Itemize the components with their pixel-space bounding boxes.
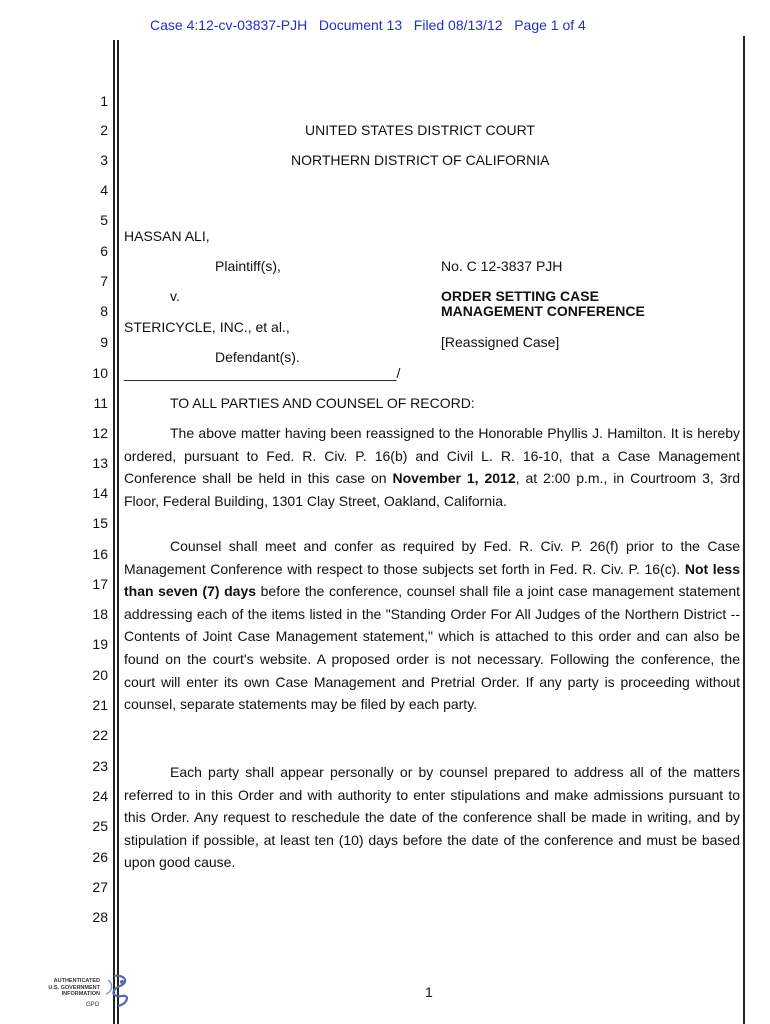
line-number: 9 [100, 334, 108, 350]
paragraph-1-text-b: , at 2:00 p.m., in Courtroom 3, 3rd Floor, Federal Building, 1301 Clay Street, Oakland, California. [124, 470, 740, 509]
versus: v. [170, 288, 180, 304]
line-number: 6 [100, 243, 108, 259]
line-number: 26 [92, 849, 108, 865]
paragraph-2 [124, 535, 740, 716]
gpo-mark: GPO [86, 1002, 100, 1008]
line-number: 3 [100, 152, 108, 168]
line-number: 21 [92, 697, 108, 713]
plaintiff-name: HASSAN ALI, [124, 228, 210, 244]
line-number: 11 [93, 395, 108, 411]
court-district: NORTHERN DISTRICT OF CALIFORNIA [291, 152, 550, 168]
line-number: 16 [92, 546, 108, 562]
right-margin-rule [743, 36, 745, 1024]
line-number: 22 [92, 727, 108, 743]
line-number: 10 [92, 365, 108, 381]
left-margin-rule-inner [117, 40, 119, 1024]
paragraph-2-text-a: Counsel shall meet and confer as required by Fed. R. Civ. P. 26(f) prior to the Case Management Conference with respect to those subjects set forth in Fed. R. Civ. P. 16(c). [124, 538, 740, 577]
line-number: 24 [92, 788, 108, 804]
line-number: 20 [92, 667, 108, 683]
gpo-authentication-logo [44, 972, 134, 1012]
paragraph-3-text: Each party shall appear personally or by counsel prepared to address all of the matters referred to in this Order and with authority to enter stipulations and make admissions pursuant to this Order. Any request to reschedule the date of the conference shall be made in writing, and by stipulation if possible, at least ten (10) days before the date of the conference and must be based upon good cause. [124, 764, 740, 871]
paragraph-1-text-a: The above matter having been reassigned to the Honorable Phyllis J. Hamilton. It is hereby ordered, pursuant to Fed. R. Civ. P. 16(b) and Civil L. R. 16-10, that a Case Management Conference shall be held in this case on [124, 425, 740, 487]
line-number: 5 [100, 212, 108, 228]
order-title-line-1: ORDER SETTING CASE [441, 288, 599, 304]
paragraph-1 [124, 422, 740, 512]
line-number: 13 [92, 455, 108, 471]
line-number: 14 [92, 485, 108, 501]
line-number: 23 [92, 758, 108, 774]
line-number: 1 [100, 93, 108, 109]
paragraph-3 [124, 761, 740, 874]
line-number: 19 [92, 636, 108, 652]
case-number: No. C 12-3837 PJH [441, 258, 563, 274]
line-number: 12 [92, 425, 108, 441]
line-number: 25 [92, 818, 108, 834]
eagle-seal-icon [100, 972, 140, 1012]
order-title-line-2: MANAGEMENT CONFERENCE [441, 303, 645, 319]
line-number: 17 [92, 576, 108, 592]
line-number: 27 [92, 879, 108, 895]
line-number: 7 [100, 273, 108, 289]
line-number: 2 [100, 122, 108, 138]
gpo-logo-text: AUTHENTICATED U.S. GOVERNMENT INFORMATION [48, 978, 100, 997]
paragraph-2-text-b: before the conference, counsel shall file a joint case management statement addressing each of the items listed in the "Standing Order For All Judges of the Northern District -- Contents of Joint Case Management statement," which is attached to this order and can also be found on the court's website. A proposed order is not necessary. Following the conference, the court will enter its own Case Management and Pretrial Order. If any party is proceeding without counsel, separate statements may be filed by each party. [124, 583, 741, 713]
conference-date: November 1, 2012 [392, 470, 516, 487]
case-header: Case 4:12-cv-03837-PJH Document 13 Filed 08/13/12 Page 1 of 4 [150, 17, 586, 33]
salutation: TO ALL PARTIES AND COUNSEL OF RECORD: [170, 395, 475, 411]
reassigned-note: [Reassigned Case] [441, 334, 560, 350]
deadline-bold: Not less than seven (7) days [124, 560, 740, 600]
defendant-name: STERICYCLE, INC., et al., [124, 319, 290, 335]
line-number: 18 [92, 606, 108, 622]
court-name: UNITED STATES DISTRICT COURT [305, 122, 535, 138]
line-number: 8 [100, 303, 108, 319]
line-number: 15 [92, 515, 108, 531]
page-number: 1 [425, 984, 433, 1000]
defendant-role: Defendant(s). [215, 349, 300, 365]
caption-separator: ___________________________________/ [124, 365, 401, 381]
left-margin-rule-outer [113, 40, 115, 1024]
line-number: 28 [92, 909, 108, 925]
plaintiff-role: Plaintiff(s), [215, 258, 281, 274]
line-number: 4 [100, 182, 108, 198]
